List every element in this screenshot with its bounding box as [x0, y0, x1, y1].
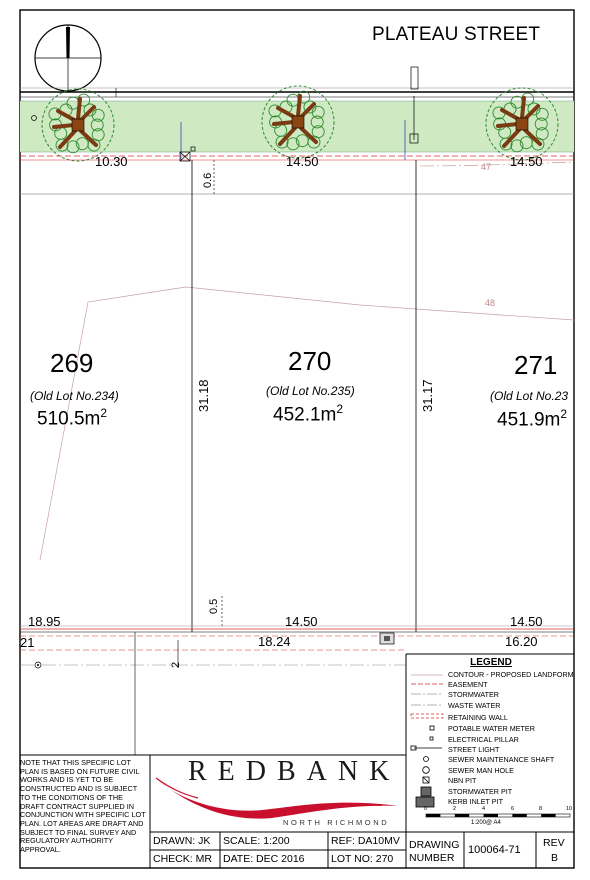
rev-value: B	[551, 852, 559, 864]
legend-item-retaining-wall: RETAINING WALL	[448, 713, 508, 722]
scale-field: SCALE: 1:200	[223, 835, 290, 847]
drawn-by: DRAWN: JK	[153, 835, 211, 847]
area-271: $451.9m^2$	[497, 407, 568, 431]
lot-number-269: 269	[50, 348, 94, 378]
old-lot-271: (Old Lot No.23	[490, 389, 569, 403]
old-lot-269: (Old Lot No.234)	[30, 389, 119, 403]
rev-label: REV	[543, 837, 565, 849]
redbank-logo-text: REDBANK	[188, 756, 401, 787]
lower-dim-middle: 18.24	[258, 634, 291, 649]
lower-dim-left: 21	[20, 635, 35, 650]
scale-tick-6: 6	[511, 806, 515, 812]
disclaimer-note: NOTE THAT THIS SPECIFIC LOT PLAN IS BASED ON FUTURE CIVIL WORKS AND IS YET TO BE CONSTRUCTED AND IS SUBJECT TO THE CONDITIONS OF THE DRAFT CONTRACT SUPPLIED IN CONJUNCTION WITH SPECIFIC LOT PLAN. LOT AREAS ARE DRAFT AND SUBJECT TO FINAL SURVEY AND REGULATORY AUTHORITY APPROVAL.	[20, 758, 146, 855]
legend-item-street-light: STREET LIGHT	[448, 745, 500, 754]
lot-number-270: 270	[288, 346, 332, 376]
rear-dim-271: 14.50	[510, 614, 543, 629]
setback-bottom-label: 0.5	[208, 598, 220, 614]
contour-label-48: 48	[485, 298, 496, 308]
frontage-dim-269: 10.30	[95, 154, 128, 169]
legend-panel	[408, 656, 574, 840]
side-depth-right: 31.17	[420, 379, 435, 412]
scale-tick-8: 8	[539, 806, 543, 812]
north-arrow-icon	[35, 25, 101, 91]
drawing-label-1: DRAWING	[409, 839, 460, 851]
scale-tick-2: 2	[453, 806, 457, 812]
legend-item-stormwater: STORMWATER	[448, 690, 499, 699]
area-269: $510.5m^2$	[37, 406, 108, 430]
legend-item-stormwater-pit: STORMWATER PIT	[448, 787, 513, 796]
date-field: DATE: DEC 2016	[223, 853, 305, 865]
legend-item-waste-water: WASTE WATER	[448, 701, 501, 710]
lot-no-field: LOT NO: 270	[331, 853, 394, 865]
small-dim: 2	[170, 661, 182, 668]
legend-item-sewer-manhole: SEWER MAN HOLE	[448, 766, 514, 775]
ref-field: REF: DA10MV	[331, 835, 400, 847]
legend-item-nbn-pit: NBN PIT	[448, 776, 477, 785]
legend-item-kerb-inlet-pit: KERB INLET PIT	[448, 797, 503, 806]
scale-tick-10: 10	[566, 806, 573, 812]
legend-item-electrical-pillar: ELECTRICAL PILLAR	[448, 735, 519, 744]
legend-item-water-meter: POTABLE WATER METER	[448, 724, 535, 733]
legend-title: LEGEND	[470, 657, 512, 668]
legend-item-sewer-shaft: SEWER MAINTENANCE SHAFT	[448, 755, 555, 764]
contour-47	[420, 162, 574, 166]
old-lot-270: (Old Lot No.235)	[266, 384, 355, 398]
drawing-label-2: NUMBER	[409, 852, 455, 864]
contour-label-47: 47	[481, 162, 492, 172]
scale-tick-4: 4	[482, 806, 486, 812]
rear-dim-270: 14.50	[285, 614, 318, 629]
lot-number-271: 271	[514, 350, 558, 380]
area-270: $452.1m^2$	[273, 402, 344, 426]
street-name: PLATEAU STREET	[372, 24, 541, 45]
drawing-number: 100064-71	[468, 844, 521, 856]
frontage-dim-270: 14.50	[286, 154, 319, 169]
scale-caption: 1:200@ A4	[471, 820, 501, 826]
frontage-dim-271: 14.50	[510, 154, 543, 169]
side-depth-left: 31.18	[196, 379, 211, 412]
scale-tick-0: 0	[424, 806, 428, 812]
legend-item-contour: CONTOUR - PROPOSED LANDFORM	[448, 670, 574, 679]
checked-by: CHECK: MR	[153, 853, 212, 865]
legend-item-easement: EASEMENT	[448, 680, 488, 689]
rear-dim-269: 18.95	[28, 614, 61, 629]
lower-dim-right: 16.20	[505, 634, 538, 649]
redbank-logo-subtitle: NORTH RICHMOND	[283, 818, 390, 827]
setback-top-label: 0.6	[202, 172, 214, 188]
